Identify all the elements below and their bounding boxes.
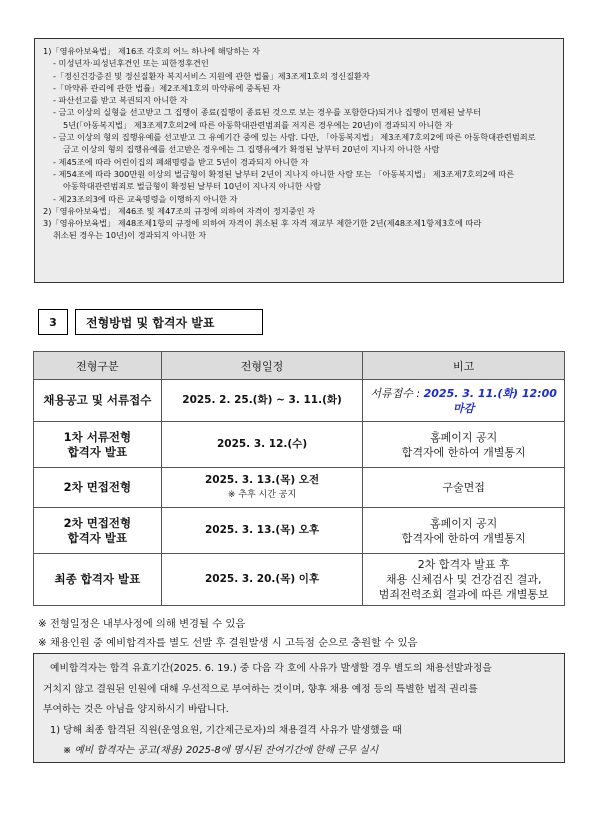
note-label: 합격자에 한하여 개별통지 [401,445,526,459]
note-label: 합격자에 한하여 개별통지 [401,531,526,545]
stage-label: 합격자 발표 [67,530,128,545]
disqualification-item: 금고 이상의 형의 집행유예를 선고받은 경우에는 그 집행유예가 확정된 날부터 20년이 지나지 아니한 사람 [63,144,440,155]
stage-label: 2차 면접전형 [63,515,132,530]
note-schedule-change: ※ 전형일정은 내부사정에 의해 변경될 수 있음 [38,618,246,630]
table-row [34,380,565,422]
disqualification-item: 2)「영유아보육법」 제46조 및 제47조의 규정에 의하여 자격이 정지중인 자 [43,205,316,216]
disqualification-item: -「마약류 관리에 관한 법률」제2조제1호의 마약류에 중독된 자 [53,82,281,93]
date-cell [161,508,363,554]
disqualification-item: 5년(「아동복지법」 제3조제7호의2에 따른 아동학대관련범죄를 저지른 경우에는 20년)이 경과되지 아니한 자 [63,119,453,130]
reserve-line: 부여하는 것은 아님을 양지하시기 바랍니다. [43,704,229,715]
disqualification-item: 1)「영유아보육법」 제16조 각호의 어느 하나에 해당하는 자 [43,46,260,56]
table-row [34,508,565,554]
disqualification-item: - 제54조에 따라 300만원 이상의 벌금형이 확정된 날부터 2년이 지나지 아니한 사람 또는 「아동복지법」 제3조제7호의2에 따른 [53,168,515,179]
disqualification-item: 아동학대관련범죄로 벌금형이 확정된 날부터 10년이 지나지 아니한 사람 [63,181,322,192]
date-cell [161,422,363,468]
reserve-line: 거치지 않고 결원된 인원에 대해 우선적으로 부여하는 것이며, 향후 채용 예정 등의 특별한 법적 권리를 [43,683,478,695]
stage-label: 합격자 발표 [67,444,128,459]
date-subnote: ※ 추후 시간 공지 [227,489,297,500]
section-number: 3 [38,309,68,335]
date-label: 2025. 3. 13.(목) 오후 [204,524,320,536]
note-cell [363,508,565,554]
stage-label: 최종 합격자 발표 [54,572,141,586]
disqualification-item: - 제45조에 따라 어린이집의 폐쇄명령을 받고 5년이 경과되지 아니한 자 [53,156,309,167]
header-note: 비고 [363,352,565,380]
stage-label: 채용공고 및 서류접수 [43,393,152,407]
disqualification-item: - 미성년자·피성년후견인 또는 피한정후견인 [53,58,209,69]
date-cell [161,468,363,508]
date-label: 2025. 2. 25.(화) ~ 3. 11.(화) [182,394,342,406]
note-label: 홈페이지 공지 [430,516,498,530]
table-header-row [34,352,565,380]
reserve-info-box [33,653,565,763]
note-label: 구술면접 [442,481,485,494]
note-cell [363,380,565,422]
disqualification-item: 3)「영유아보육법」 제48조제1항의 규정에 의하여 자격이 취소된 후 자격 재교부 제한기한 2년(제48조제1항제3호에 따라 [43,218,482,229]
date-label: 2025. 3. 12.(수) [216,438,308,450]
disqualification-item: - 제23조의3에 따른 교육명령을 이행하지 아니한 자 [53,193,238,204]
stage-label: 1차 서류전형 [63,429,132,444]
reserve-line: 예비합격자는 합격 유효기간(2025. 6. 19.) 중 다음 각 호에 사유가 발생할 경우 별도의 채용선발과정을 [50,663,492,674]
stage-cell [34,422,162,468]
deadline-highlight: 2025. 3. 11.(화) 12:00 마감 [423,386,557,415]
reserve-italic-line: ※ 예비 합격자는 공고(채용) 2025-8에 명시된 잔여기간에 한해 근무 실시 [63,745,379,756]
reserve-line: 1) 당해 최종 합격된 직원(운영요원, 기간제근로자)의 채용결격 사유가 발생했을 때 [50,724,402,736]
disqualification-item: - 금고 이상의 실형을 선고받고 그 집행이 종료(집행이 종료된 것으로 보는 경우를 포함한다)되거나 집행이 면제된 날부터 [53,107,482,118]
disqualification-item: - 파산선고를 받고 복권되지 아니한 자 [53,95,188,106]
stage-cell [34,508,162,554]
note-label: 홈페이지 공지 [430,430,498,444]
table-row [34,554,565,606]
section-title: 전형방법 및 합격자 발표 [75,309,263,335]
note-cell [363,468,565,508]
date-cell [161,554,363,606]
schedule-table [33,351,565,606]
header-stage: 전형구분 [34,352,162,380]
note-cell [363,422,565,468]
header-date: 전형일정 [161,352,363,380]
table-row [34,468,565,508]
stage-cell [34,468,162,508]
date-label: 2025. 3. 20.(목) 이후 [204,573,320,585]
note-label: 범죄전력조회 결과에 따른 개별통보 [378,588,549,601]
note-label: 2차 합격자 발표 후 [417,558,510,571]
stage-cell [34,554,162,606]
date-cell [161,380,363,422]
stage-cell [34,380,162,422]
disqualification-item: -「정신건강증진 및 정신질환자 복지서비스 지원에 관한 법률」제3조제1호의 정신질환자 [53,70,370,81]
date-label: 2025. 3. 13.(목) 오전 [204,473,320,486]
stage-label: 2차 면접전형 [63,480,132,494]
disqualification-item: 취소된 경우는 10년)이 경과되지 아니한 자 [53,230,207,241]
note-prefix: 서류접수 : [370,386,424,400]
note-label: 채용 신체검사 및 건강검진 결과, [385,573,542,586]
disqualification-box [34,38,564,283]
note-cell [363,554,565,606]
table-row [34,422,565,468]
note-reserve-candidates: ※ 채용인원 중 예비합격자를 별도 선발 후 결원발생 시 고득점 순으로 충원할 수 있음 [38,637,418,649]
disqualification-item: - 금고 이상의 형의 집행유예를 선고받고 그 유예기간 중에 있는 사람. 다만, 「아동복지법」 제3조제7호의2에 따른 아동학대관련범죄로 [53,132,536,143]
